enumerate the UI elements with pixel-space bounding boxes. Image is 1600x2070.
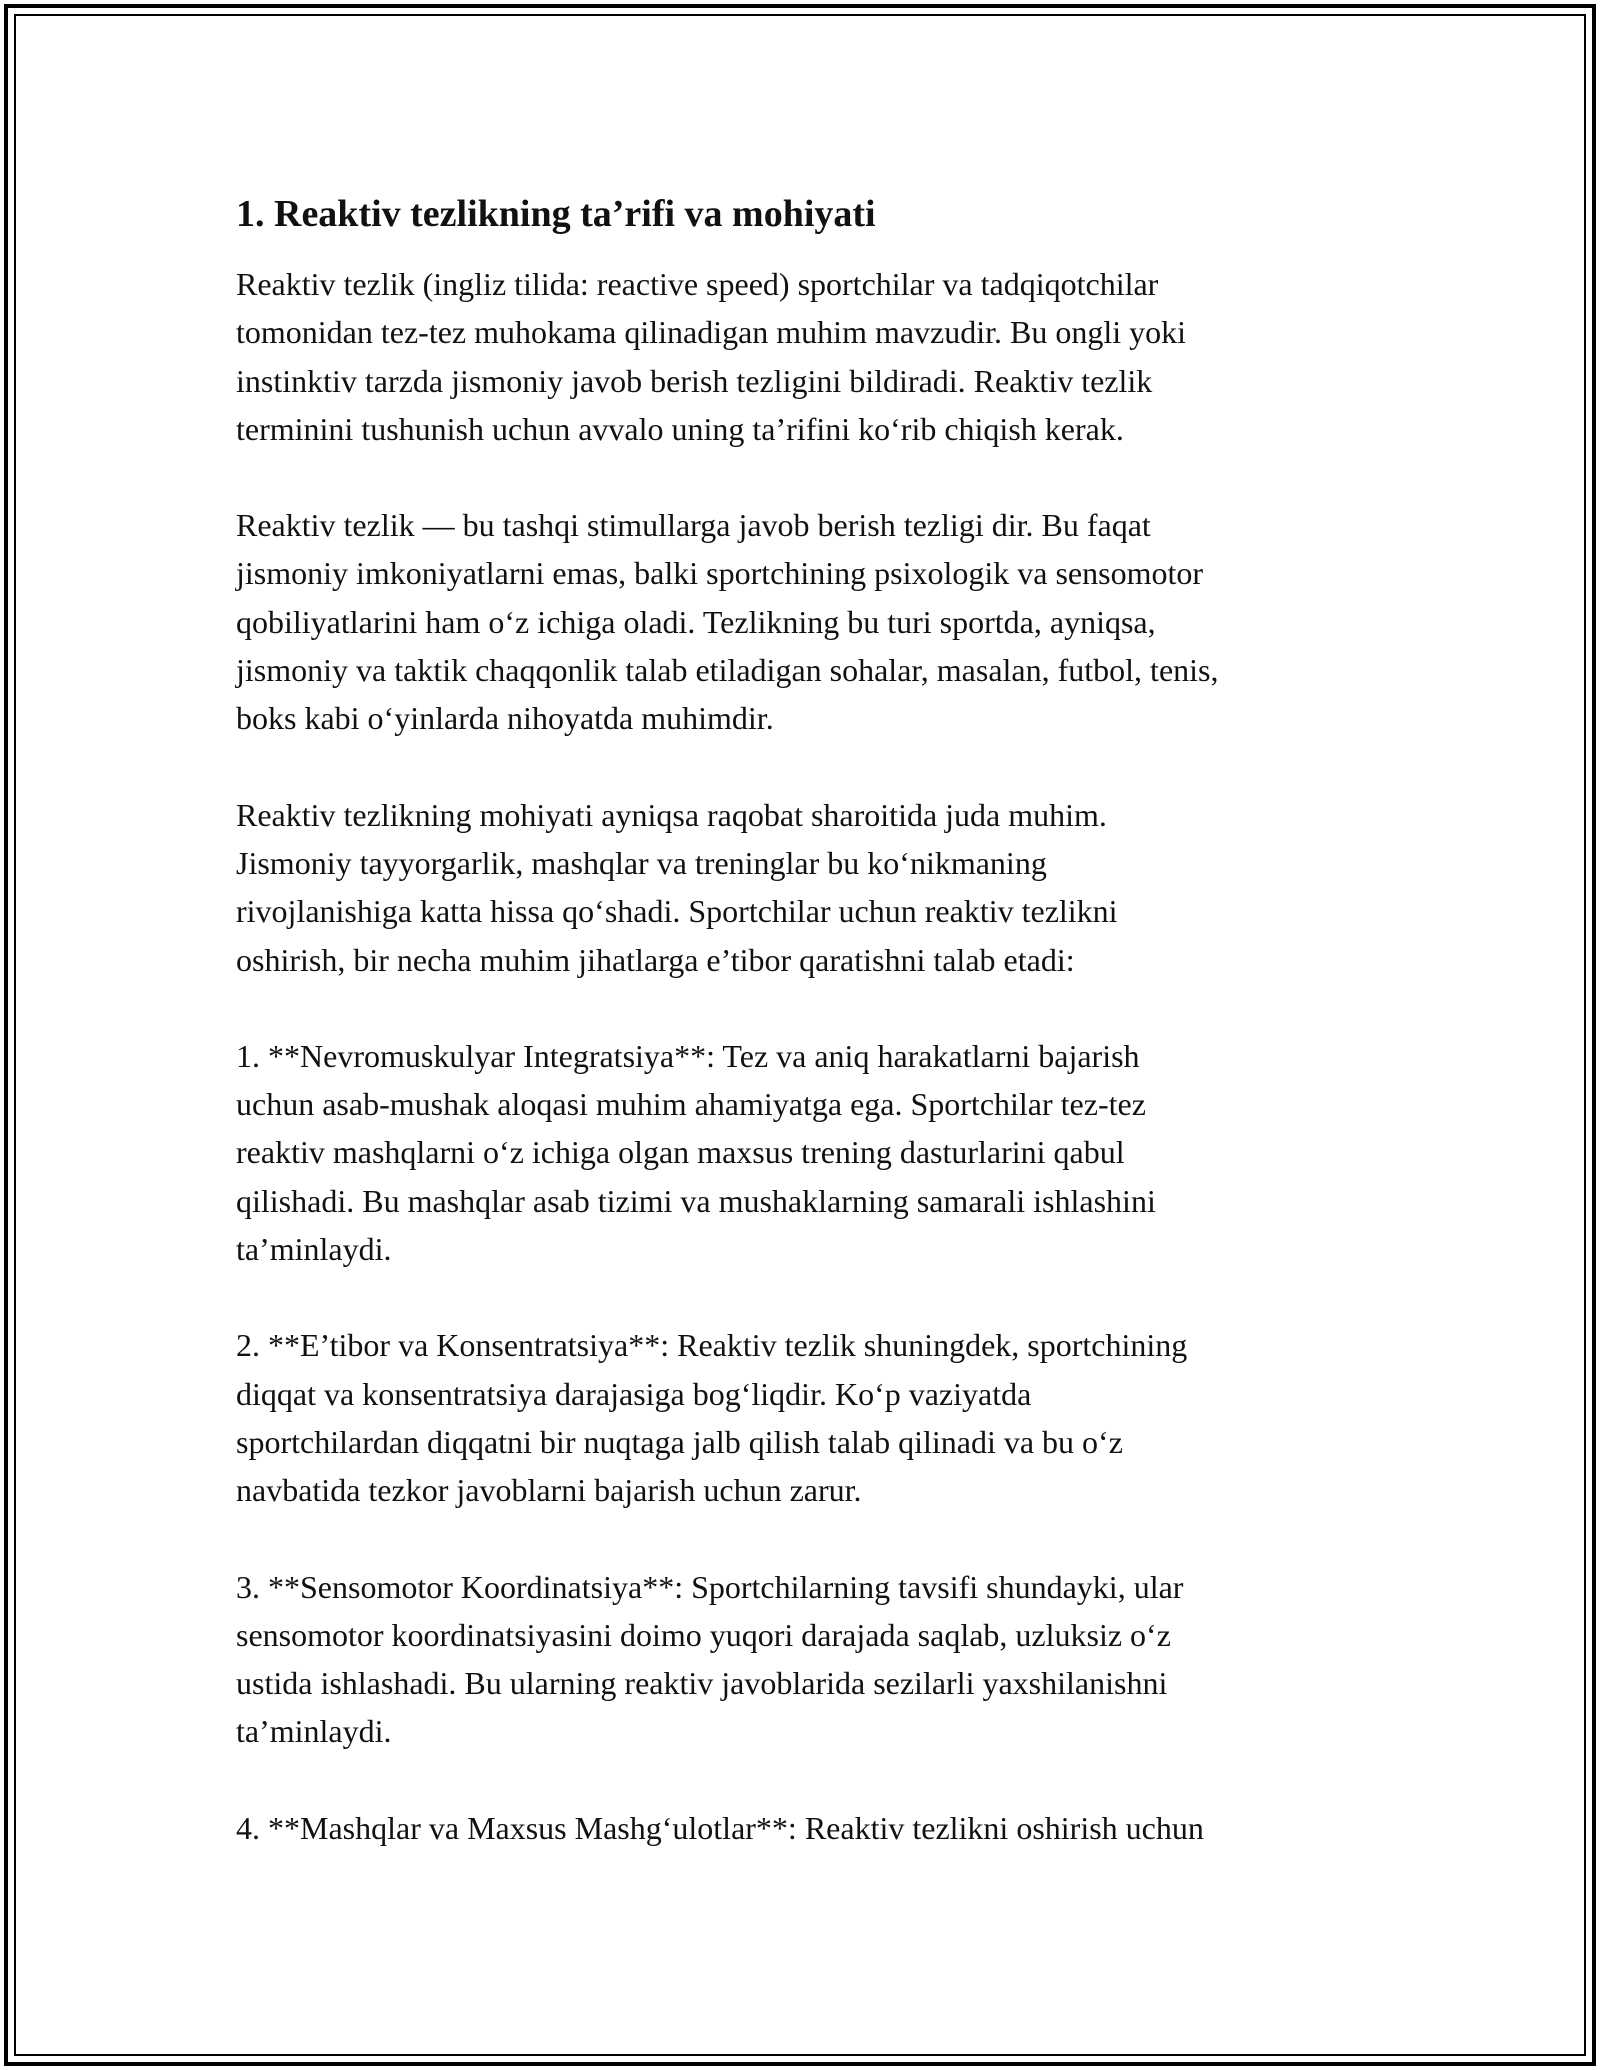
list-item-neuromuscular: 1. **Nevromuskulyar Integratsiya**: Tez va aniq harakatlarni bajarish uchun asab-mushak aloqasi muhim ahamiyatga ega. Sportchilar tez-tez reaktiv mashqlarni oʻz ichiga olgan maxsus trening dasturlarini qabul qilishadi. Bu mashqlar asab tizimi va mushaklarning samarali ishlashini ta’minlaydi. xyxy=(236,1037,1156,1268)
paragraph-definition: Reaktiv tezlik — bu tashqi stimullarga javob berish tezligi dir. Bu faqat jismoniy imkoniyatlarni emas, balki sportchining psixologik va sensomotor qobiliyatlarini ham oʻz ichiga oladi. Tezlikning bu turi sportda, ayniqsa, jismoniy va taktik chaqqonlik talab etiladigan sohalar, masalan, futbol, tenis, boks kabi oʻyinlarda nihoyatda muhimdir. xyxy=(236,507,1219,737)
list-item-exercises: 4. **Mashqlar va Maxsus Mashgʻulotlar**: Reaktiv tezlikni oshirish uchun xyxy=(236,1809,1204,1846)
document-body xyxy=(236,186,1366,1900)
list-item-sensomotor: 3. **Sensomotor Koordinatsiya**: Sportchilarning tavsifi shundayki, ular sensomotor koordinatsiyasini doimo yuqori darajada saqlab, uzluksiz oʻz ustida ishlashadi. Bu ularning reaktiv javoblarida sezilarli yaxshilanishni ta’minlaydi. xyxy=(236,1568,1184,1750)
paragraph-definition-intro: Reaktiv tezlik (ingliz tilida: reactive speed) sportchilar va tadqiqotchilar tomonidan tez-tez muhokama qilinadigan muhim mavzudir. Bu ongli yoki instinktiv tarzda jismoniy javob berish tezligini bildiradi. Reaktiv tezlik terminini tushunish uchun avvalo uning ta’rifini koʻrib chiqish kerak. xyxy=(236,266,1187,447)
list-item-attention: 2. **E’tibor va Konsentratsiya**: Reaktiv tezlik shuningdek, sportchining diqqat va konsentratsiya darajasiga bogʻliqdir. Koʻp vaziyatda sportchilardan diqqatni bir nuqtaga jalb qilish talab qilinadi va bu oʻz navbatida tezkor javoblarni bajarish uchun zarur. xyxy=(236,1327,1188,1509)
section-heading: 1. Reaktiv tezlikning ta’rifi va mohiyati xyxy=(236,193,876,235)
paragraph-essence: Reaktiv tezlikning mohiyati ayniqsa raqobat sharoitida juda muhim. Jismoniy tayyorgarlik, mashqlar va treninglar bu koʻnikmaning rivojlanishiga katta hissa qoʻshadi. Sportchilar uchun reaktiv tezlikni oshirish, bir necha muhim jihatlarga e’tibor qaratishni talab etadi: xyxy=(236,796,1118,978)
